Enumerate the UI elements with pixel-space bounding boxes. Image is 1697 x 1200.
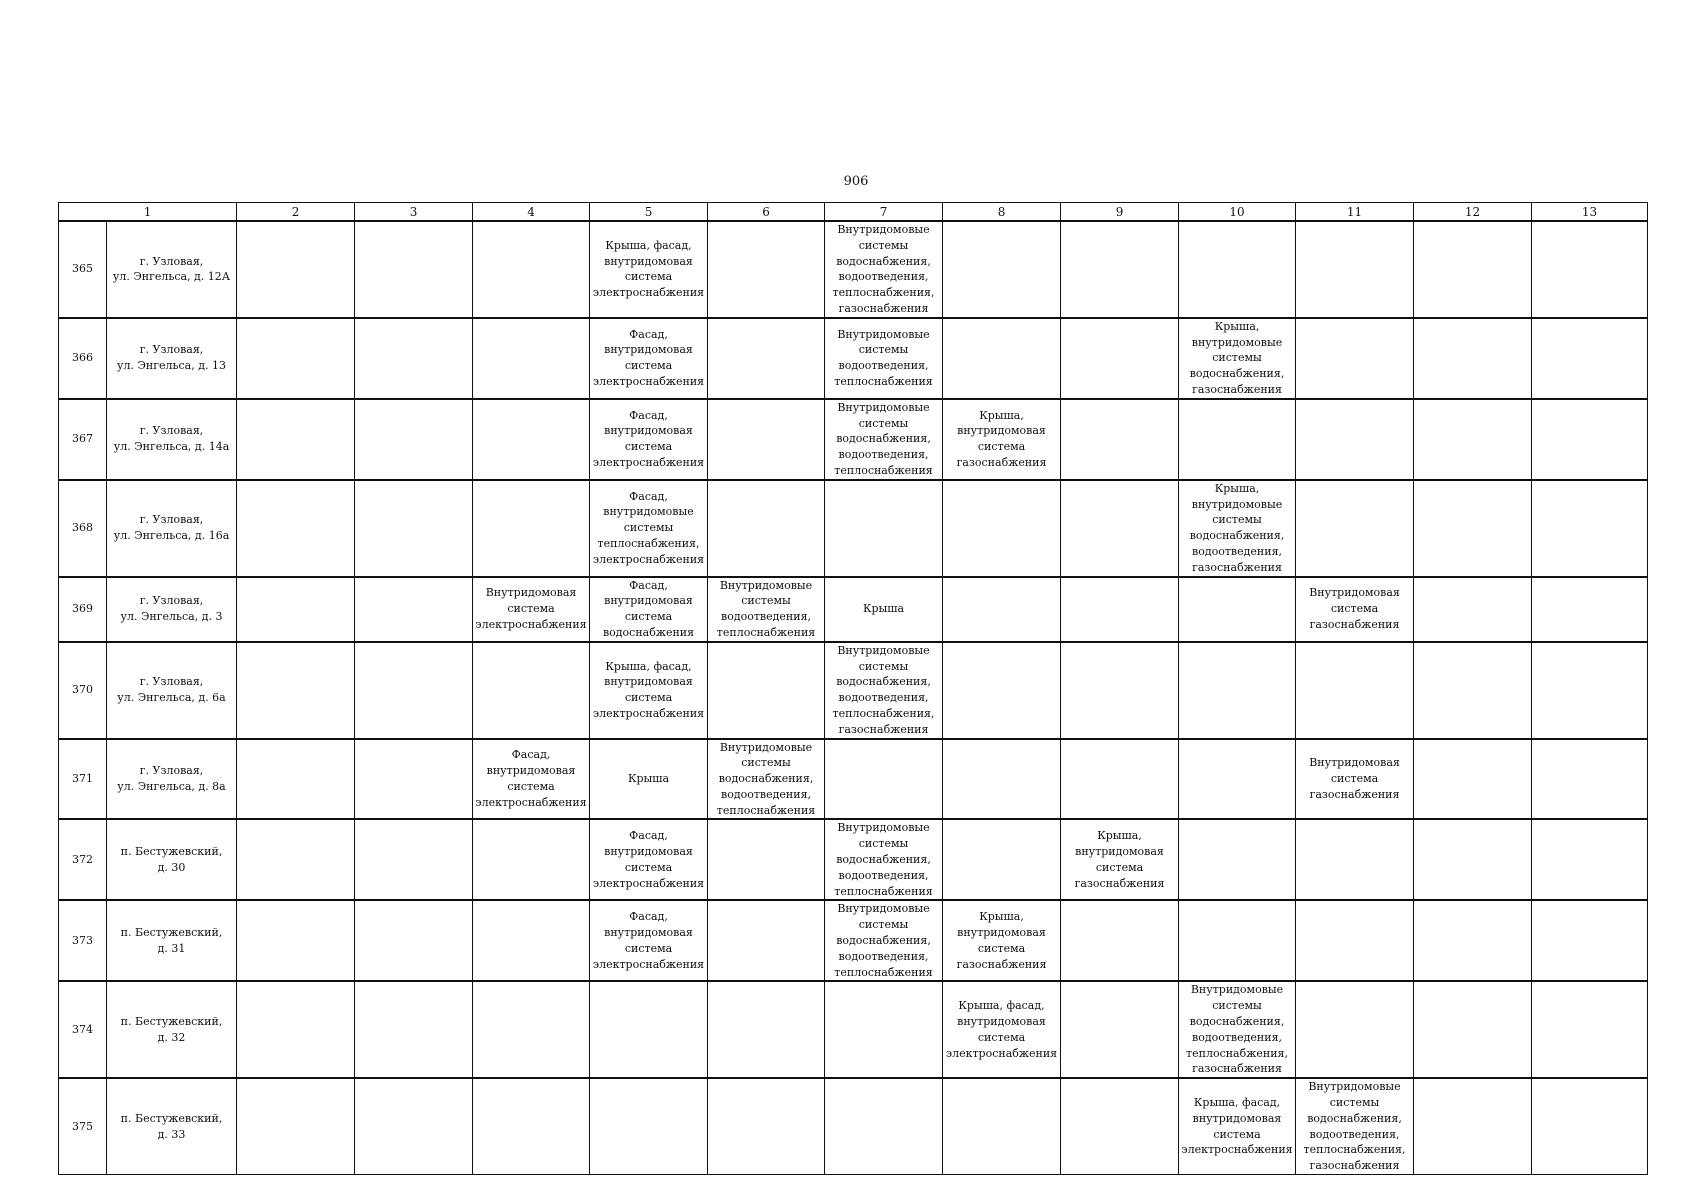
work-cell-col-5 xyxy=(590,221,708,318)
work-cell-col-5 xyxy=(590,577,708,642)
row-number: 371 xyxy=(59,739,107,820)
address-cell xyxy=(107,739,237,820)
work-text: Крыша, фасад, внутридомовая система электроснабжения xyxy=(592,238,705,300)
work-cell-col-9 xyxy=(1061,1078,1179,1174)
work-cell-col-8 xyxy=(943,981,1061,1078)
table-row xyxy=(59,739,1648,820)
work-cell-col-11 xyxy=(1296,480,1414,577)
work-cell-col-2 xyxy=(237,480,355,577)
work-cell-col-10 xyxy=(1179,819,1296,900)
work-cell-col-6 xyxy=(708,577,825,642)
address-text: п. Бестужевский, д. 30 xyxy=(120,845,223,874)
work-cell-col-2 xyxy=(237,1078,355,1174)
address-cell xyxy=(107,981,237,1078)
work-text: Внутридомовые системы водоснабжения, водоотведения, теплоснабжения xyxy=(834,821,933,898)
work-cell-col-5 xyxy=(590,318,708,399)
column-header-5: 5 xyxy=(590,203,708,222)
work-cell-col-9 xyxy=(1061,399,1179,480)
address-text: г. Узловая, ул. Энгельса, д. 8а xyxy=(117,764,226,793)
work-text: Внутридомовые системы водоснабжения, водоотведения, теплоснабжения xyxy=(834,902,933,979)
work-cell-col-5 xyxy=(590,480,708,577)
work-cell-col-10 xyxy=(1179,900,1296,981)
work-cell-col-3 xyxy=(355,318,473,399)
work-cell-col-6 xyxy=(708,480,825,577)
work-cell-col-3 xyxy=(355,819,473,900)
work-cell-col-5 xyxy=(590,399,708,480)
work-cell-col-6 xyxy=(708,819,825,900)
work-cell-col-10 xyxy=(1179,577,1296,642)
work-cell-col-2 xyxy=(237,819,355,900)
work-cell-col-13 xyxy=(1532,900,1648,981)
work-cell-col-7 xyxy=(825,480,943,577)
work-cell-col-2 xyxy=(237,739,355,820)
work-cell-col-3 xyxy=(355,900,473,981)
row-number: 368 xyxy=(59,480,107,577)
work-text: Фасад, внутридомовая система электроснабжения xyxy=(592,910,705,971)
work-cell-col-5 xyxy=(590,900,708,981)
work-text: Внутридомовые системы водоснабжения, водоотведения, теплоснабжения, газоснабжения xyxy=(1303,1080,1406,1173)
work-cell-col-8 xyxy=(943,577,1061,642)
work-cell-col-10 xyxy=(1179,399,1296,480)
work-cell-col-13 xyxy=(1532,819,1648,900)
work-cell-col-8 xyxy=(943,900,1061,981)
work-text: Внутридомовая система электроснабжения xyxy=(475,586,587,632)
work-cell-col-13 xyxy=(1532,1078,1648,1174)
work-text: Фасад, внутридомовая система электроснабжения xyxy=(475,748,587,809)
work-cell-col-4 xyxy=(473,221,590,318)
work-cell-col-13 xyxy=(1532,981,1648,1078)
work-cell-col-6 xyxy=(708,399,825,480)
work-cell-col-13 xyxy=(1532,480,1648,577)
work-cell-col-4 xyxy=(473,819,590,900)
work-cell-col-10 xyxy=(1179,1078,1296,1174)
work-cell-col-12 xyxy=(1414,642,1532,739)
work-cell-col-5 xyxy=(590,981,708,1078)
work-text: Внутридомовые системы водоснабжения, водоотведения, теплоснабжения, газоснабжения xyxy=(1186,983,1288,1076)
work-cell-col-12 xyxy=(1414,221,1532,318)
work-text: Внутридомовые системы водоснабжения, водоотведения, теплоснабжения, газоснабжения xyxy=(832,223,935,315)
work-cell-col-3 xyxy=(355,739,473,820)
row-number: 366 xyxy=(59,318,107,399)
work-cell-col-10 xyxy=(1179,642,1296,739)
work-cell-col-3 xyxy=(355,480,473,577)
row-number: 373 xyxy=(59,900,107,981)
address-text: п. Бестужевский, д. 33 xyxy=(120,1111,223,1141)
work-cell-col-11 xyxy=(1296,318,1414,399)
work-text: Внутридомовые системы водоотведения, теплоснабжения xyxy=(834,327,933,389)
work-cell-col-7 xyxy=(825,819,943,900)
work-text: Внутридомовые системы водоснабжения, водоотведения, теплоснабжения, газоснабжения xyxy=(832,643,935,736)
work-cell-col-10 xyxy=(1179,739,1296,820)
work-cell-col-4 xyxy=(473,900,590,981)
work-text: Внутридомовые системы водоснабжения, водоотведения, теплоснабжения xyxy=(834,400,933,477)
work-cell-col-11 xyxy=(1296,577,1414,642)
work-text: Крыша, фасад, внутридомовая система электроснабжения xyxy=(592,659,705,720)
work-cell-col-2 xyxy=(237,399,355,480)
work-cell-col-2 xyxy=(237,577,355,642)
work-cell-col-4 xyxy=(473,318,590,399)
work-cell-col-11 xyxy=(1296,900,1414,981)
row-number: 365 xyxy=(59,221,107,318)
work-text: Крыша, фасад, внутридомовая система электроснабжения xyxy=(1181,1096,1293,1157)
work-cell-col-11 xyxy=(1296,642,1414,739)
work-cell-col-6 xyxy=(708,221,825,318)
work-cell-col-9 xyxy=(1061,480,1179,577)
row-number: 370 xyxy=(59,642,107,739)
work-cell-col-13 xyxy=(1532,318,1648,399)
work-cell-col-4 xyxy=(473,739,590,820)
work-cell-col-13 xyxy=(1532,642,1648,739)
work-cell-col-2 xyxy=(237,642,355,739)
work-cell-col-9 xyxy=(1061,981,1179,1078)
work-cell-col-3 xyxy=(355,642,473,739)
work-cell-col-12 xyxy=(1414,577,1532,642)
work-cell-col-12 xyxy=(1414,1078,1532,1174)
address-cell xyxy=(107,900,237,981)
work-cell-col-10 xyxy=(1179,981,1296,1078)
work-text: Фасад, внутридомовая система электроснабжения xyxy=(592,408,705,470)
work-cell-col-3 xyxy=(355,399,473,480)
address-text: г. Узловая, ул. Энгельса, д. 3 xyxy=(120,594,223,624)
column-header-6: 6 xyxy=(708,203,825,222)
address-cell xyxy=(107,221,237,318)
work-text: Внутридомовая система газоснабжения xyxy=(1309,756,1400,801)
work-cell-col-12 xyxy=(1414,480,1532,577)
table-row xyxy=(59,819,1648,900)
work-cell-col-5 xyxy=(590,819,708,900)
work-cell-col-6 xyxy=(708,642,825,739)
work-cell-col-3 xyxy=(355,221,473,318)
work-cell-col-2 xyxy=(237,221,355,318)
column-header-7: 7 xyxy=(825,203,943,222)
table-row xyxy=(59,318,1648,399)
table-row xyxy=(59,399,1648,480)
work-cell-col-7 xyxy=(825,1078,943,1174)
work-cell-col-11 xyxy=(1296,819,1414,900)
table-row xyxy=(59,900,1648,981)
work-cell-col-13 xyxy=(1532,739,1648,820)
work-cell-col-9 xyxy=(1061,739,1179,820)
work-cell-col-4 xyxy=(473,480,590,577)
address-text: г. Узловая, ул. Энгельса, д. 14а xyxy=(113,424,230,454)
table-body xyxy=(59,221,1648,1175)
table-row xyxy=(59,221,1648,318)
work-text: Фасад, внутридомовая система водоснабжения xyxy=(602,578,695,639)
work-cell-col-8 xyxy=(943,480,1061,577)
work-cell-col-13 xyxy=(1532,399,1648,480)
work-cell-col-4 xyxy=(473,642,590,739)
work-text: Крыша, внутридомовая система газоснабжения xyxy=(956,910,1047,971)
work-cell-col-8 xyxy=(943,399,1061,480)
work-cell-col-13 xyxy=(1532,577,1648,642)
address-cell xyxy=(107,399,237,480)
address-cell xyxy=(107,1078,237,1174)
work-cell-col-9 xyxy=(1061,577,1179,642)
work-text: Фасад, внутридомовая система электроснабжения xyxy=(592,327,705,389)
work-cell-col-12 xyxy=(1414,399,1532,480)
address-text: г. Узловая, ул. Энгельса, д. 13 xyxy=(117,343,226,373)
work-cell-col-9 xyxy=(1061,900,1179,981)
work-cell-col-12 xyxy=(1414,739,1532,820)
work-cell-col-6 xyxy=(708,981,825,1078)
work-cell-col-7 xyxy=(825,642,943,739)
column-header-8: 8 xyxy=(943,203,1061,222)
work-cell-col-11 xyxy=(1296,1078,1414,1174)
work-cell-col-7 xyxy=(825,981,943,1078)
work-cell-col-7 xyxy=(825,318,943,399)
work-cell-col-12 xyxy=(1414,981,1532,1078)
column-header-3: 3 xyxy=(355,203,473,222)
work-text: Крыша, внутридомовая система газоснабжения xyxy=(1074,829,1165,890)
work-cell-col-4 xyxy=(473,981,590,1078)
work-cell-col-8 xyxy=(943,739,1061,820)
work-cell-col-11 xyxy=(1296,399,1414,480)
row-number: 375 xyxy=(59,1078,107,1174)
work-cell-col-6 xyxy=(708,1078,825,1174)
address-cell xyxy=(107,318,237,399)
row-number: 374 xyxy=(59,981,107,1078)
address-cell xyxy=(107,480,237,577)
work-cell-col-12 xyxy=(1414,318,1532,399)
address-text: г. Узловая, ул. Энгельса, д. 12А xyxy=(112,254,231,284)
work-text: Крыша, внутридомовые системы водоснабжения, водоотведения, газоснабжения xyxy=(1189,481,1285,574)
work-cell-col-7 xyxy=(825,399,943,480)
address-text: г. Узловая, ул. Энгельса, д. 16а xyxy=(113,513,230,543)
table-row xyxy=(59,480,1648,577)
work-cell-col-9 xyxy=(1061,221,1179,318)
column-header-9: 9 xyxy=(1061,203,1179,222)
work-cell-col-2 xyxy=(237,318,355,399)
work-cell-col-7 xyxy=(825,577,943,642)
work-cell-col-5 xyxy=(590,1078,708,1174)
work-cell-col-7 xyxy=(825,739,943,820)
work-cell-col-11 xyxy=(1296,981,1414,1078)
work-text: Крыша, внутридомовая система газоснабжения xyxy=(956,408,1047,470)
page-number: 906 xyxy=(843,174,869,189)
address-cell xyxy=(107,577,237,642)
work-cell-col-8 xyxy=(943,318,1061,399)
work-cell-col-9 xyxy=(1061,318,1179,399)
column-header-2: 2 xyxy=(237,203,355,222)
row-number: 372 xyxy=(59,819,107,900)
work-cell-col-9 xyxy=(1061,819,1179,900)
work-text: Внутридомовые системы водоотведения, теплоснабжения xyxy=(716,578,816,639)
table-row xyxy=(59,1078,1648,1174)
row-number: 369 xyxy=(59,577,107,642)
column-header-10: 10 xyxy=(1179,203,1296,222)
work-cell-col-4 xyxy=(473,577,590,642)
work-cell-col-3 xyxy=(355,981,473,1078)
work-cell-col-3 xyxy=(355,577,473,642)
work-cell-col-4 xyxy=(473,1078,590,1174)
work-cell-col-10 xyxy=(1179,480,1296,577)
work-cell-col-10 xyxy=(1179,221,1296,318)
work-cell-col-4 xyxy=(473,399,590,480)
work-cell-col-2 xyxy=(237,981,355,1078)
work-cell-col-8 xyxy=(943,642,1061,739)
work-text: Внутридомовая система газоснабжения xyxy=(1309,586,1400,632)
table-row xyxy=(59,981,1648,1078)
work-cell-col-8 xyxy=(943,819,1061,900)
work-cell-col-12 xyxy=(1414,900,1532,981)
work-cell-col-7 xyxy=(825,221,943,318)
work-cell-col-10 xyxy=(1179,318,1296,399)
column-header-12: 12 xyxy=(1414,203,1532,222)
work-cell-col-12 xyxy=(1414,819,1532,900)
address-text: п. Бестужевский, д. 31 xyxy=(120,926,223,955)
work-text: Фасад, внутридомовые системы теплоснабжения, электроснабжения xyxy=(592,489,705,566)
work-cell-col-6 xyxy=(708,318,825,399)
column-header-1: 1 xyxy=(59,203,237,222)
table-row xyxy=(59,577,1648,642)
address-cell xyxy=(107,819,237,900)
row-number: 367 xyxy=(59,399,107,480)
work-cell-col-11 xyxy=(1296,739,1414,820)
address-text: п. Бестужевский, д. 32 xyxy=(120,1015,223,1044)
work-cell-col-5 xyxy=(590,739,708,820)
table-row xyxy=(59,642,1648,739)
work-text: Крыша xyxy=(862,602,905,616)
work-cell-col-11 xyxy=(1296,221,1414,318)
work-text: Фасад, внутридомовая система электроснабжения xyxy=(592,829,705,890)
repair-schedule-table xyxy=(58,202,1648,1175)
header-row xyxy=(59,203,1648,222)
work-cell-col-3 xyxy=(355,1078,473,1174)
column-header-11: 11 xyxy=(1296,203,1414,222)
work-text: Крыша xyxy=(627,772,670,786)
table-header xyxy=(59,203,1648,222)
work-cell-col-6 xyxy=(708,900,825,981)
work-cell-col-9 xyxy=(1061,642,1179,739)
work-text: Внутридомовые системы водоснабжения, водоотведения, теплоснабжения xyxy=(716,740,816,817)
column-header-4: 4 xyxy=(473,203,590,222)
address-text: г. Узловая, ул. Энгельса, д. 6а xyxy=(117,675,226,705)
work-cell-col-6 xyxy=(708,739,825,820)
work-cell-col-7 xyxy=(825,900,943,981)
work-cell-col-8 xyxy=(943,221,1061,318)
work-cell-col-13 xyxy=(1532,221,1648,318)
work-text: Крыша, внутридомовые системы водоснабжения, газоснабжения xyxy=(1189,319,1285,396)
work-text: Крыша, фасад, внутридомовая система электроснабжения xyxy=(945,999,1058,1060)
work-cell-col-5 xyxy=(590,642,708,739)
address-cell xyxy=(107,642,237,739)
work-cell-col-8 xyxy=(943,1078,1061,1174)
work-cell-col-2 xyxy=(237,900,355,981)
column-header-13: 13 xyxy=(1532,203,1648,222)
